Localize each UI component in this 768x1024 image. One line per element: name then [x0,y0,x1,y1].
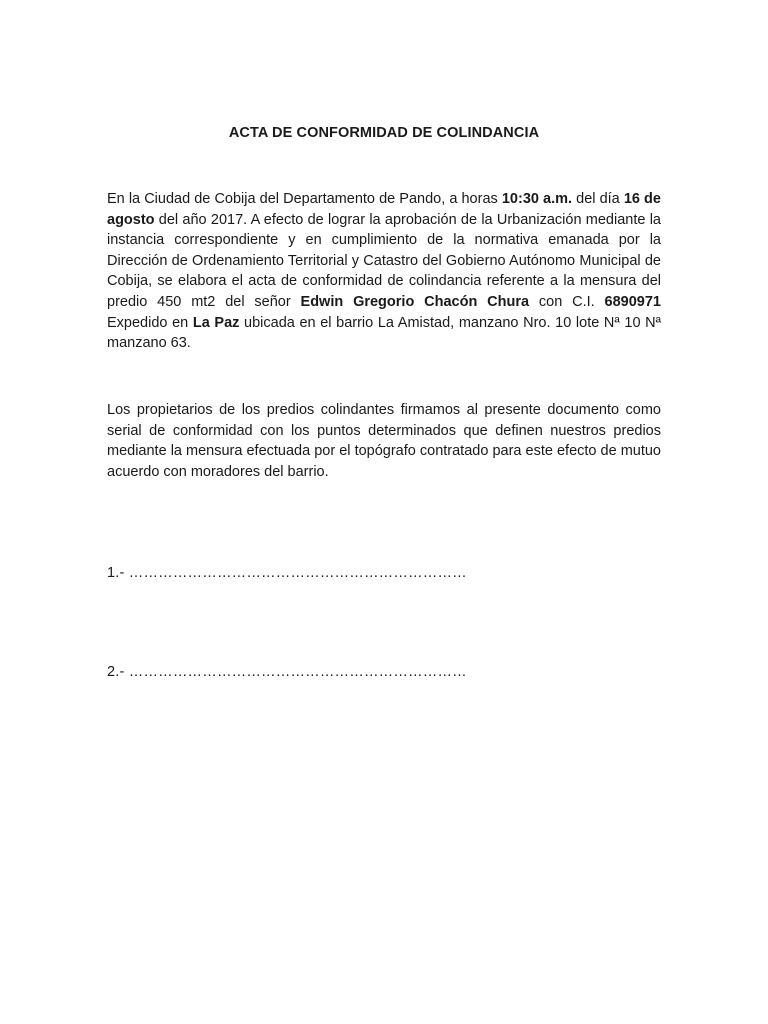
meeting-time: 10:30 a.m. [501,191,573,207]
signature-line-2: 2.- …………………………………………………………… [107,664,467,680]
issue-city: La Paz [192,314,240,331]
paragraph-meeting-details [107,189,661,354]
text-segment: del año 2017. A efecto de lograr la aprobación de la Urbanización mediante la instancia correspondiente y en cumplimiento de la normativa emanada por la Dirección de Ordenamiento Territorial y Catastro del Gobierno Autónomo Municipal de Cobija, se elabora el acta de conformidad de colindancia referente a la mensura del predio 450 mt2 del señor [107,211,661,310]
text-segment: En la Ciudad de Cobija del Departamento de Pando, a horas [107,191,502,207]
text-segment: del día [572,191,624,207]
signature-line-1: 1.- …………………………………………………………… [107,565,467,581]
text-segment: ubicada en el barrio La Amistad, manzano Nro. 10 lote Nª 10 Nª manzano 63. [107,314,661,352]
text-segment: con C.I. [529,293,605,310]
owner-name: Edwin Gregorio Chacón Chura [300,293,530,310]
meeting-date: 16 de agosto [107,191,661,228]
text-segment: Expedido en [107,314,193,331]
owner-ci: 6890971 [604,293,661,310]
paragraph-owners-statement: Los propietarios de los predios colindantes firmamos al presente documento como serial de conformidad con los puntos determinados que definen nuestros predios mediante la mensura efectuada por el topógrafo contratado para este efecto de mutuo acuerdo con moradores del barrio. [107,402,661,480]
document-title: ACTA DE CONFORMIDAD DE COLINDANCIA [228,125,540,141]
